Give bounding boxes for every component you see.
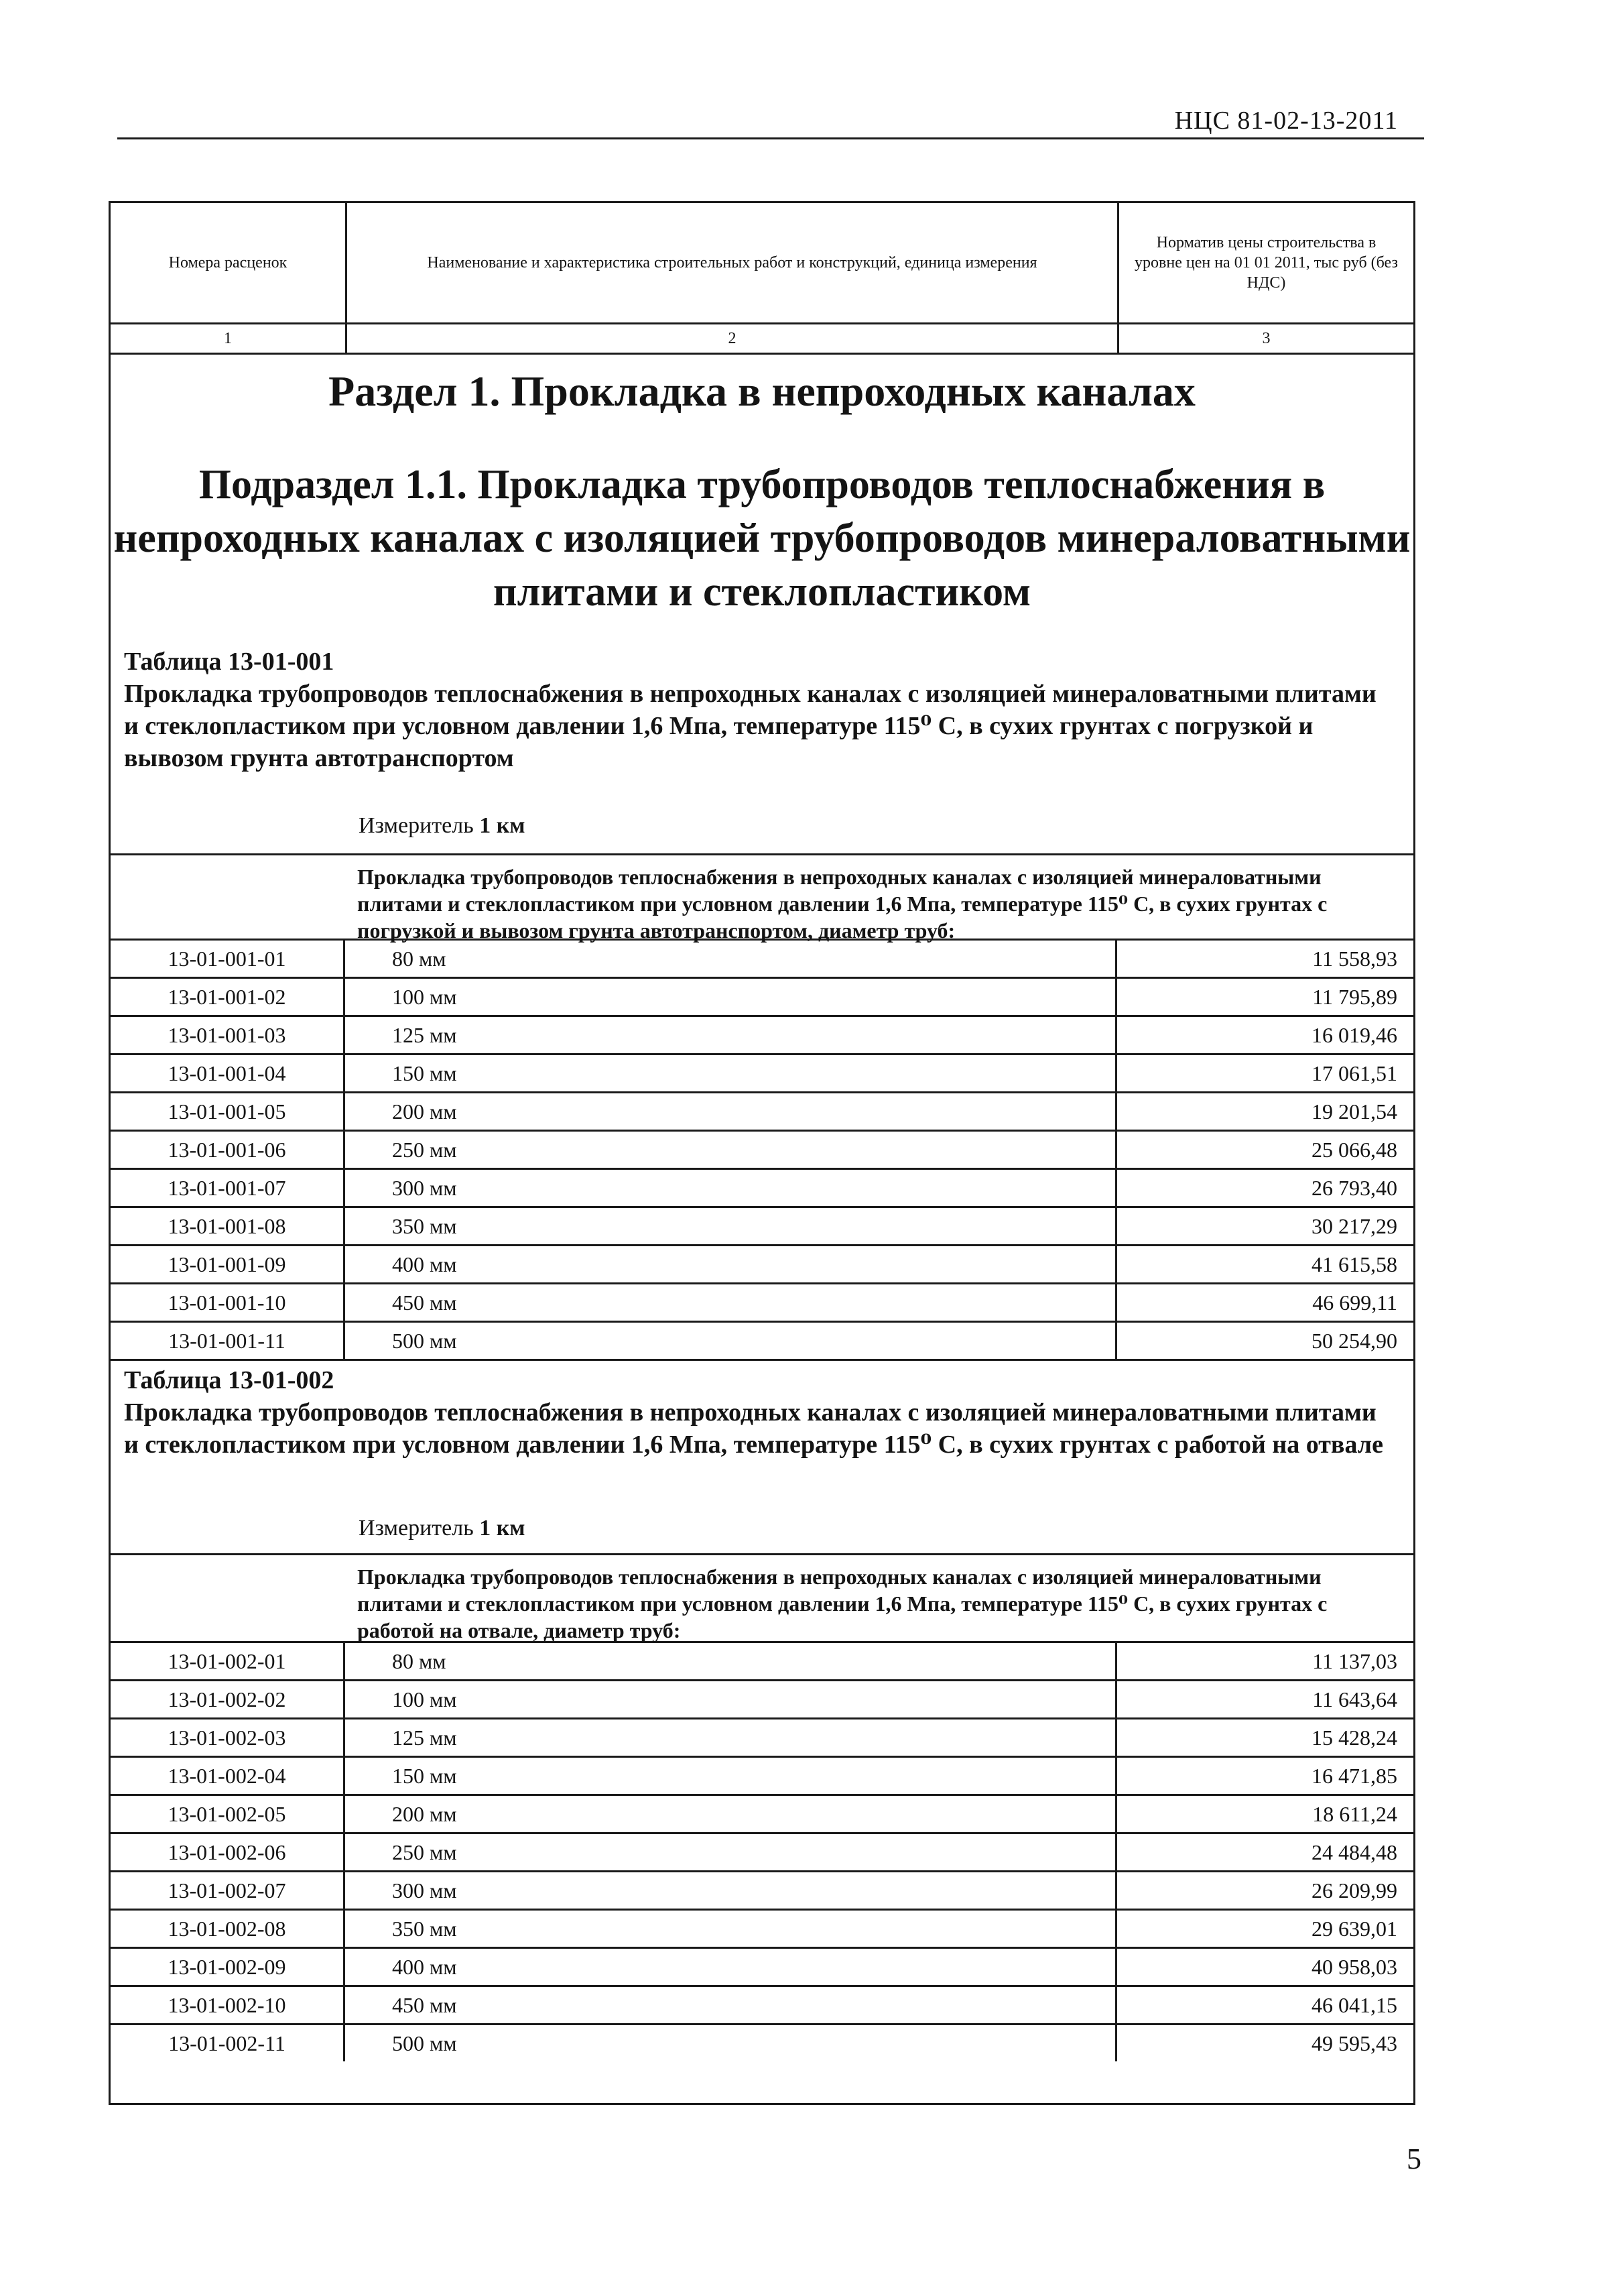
row-size: 150 мм <box>345 1758 1117 1794</box>
row-code: 13-01-001-08 <box>111 1208 345 1244</box>
table-row <box>111 939 1413 977</box>
table-row <box>111 1794 1413 1832</box>
row-price: 16 019,46 <box>1312 1023 1397 1047</box>
row-code: 13-01-002-09 <box>111 1949 345 1985</box>
table-title: Прокладка трубопроводов теплоснабжения в непроходных каналах с изоляцией минераловатными плитами и стеклопластиком при условном давлении 1,6 Мпа, температуре 115⁰ С, в сухих грунтах с погрузкой и вывозом грунта автотранспортом <box>124 680 1377 772</box>
column-number-3: 3 <box>1117 324 1413 353</box>
row-size: 350 мм <box>345 1911 1117 1947</box>
table-row <box>111 2023 1413 2061</box>
row-price: 25 066,48 <box>1312 1138 1397 1162</box>
row-size: 400 мм <box>345 1949 1117 1985</box>
row-size: 100 мм <box>345 1681 1117 1717</box>
table-row <box>111 1985 1413 2023</box>
row-price: 40 958,03 <box>1312 1955 1397 1979</box>
price-table <box>111 1555 1413 2061</box>
row-code: 13-01-002-10 <box>111 1987 345 2023</box>
row-size: 80 мм <box>345 1643 1117 1679</box>
row-code: 13-01-001-06 <box>111 1132 345 1168</box>
row-code: 13-01-002-06 <box>111 1834 345 1870</box>
row-size: 300 мм <box>345 1170 1117 1206</box>
table-row <box>111 1244 1413 1282</box>
row-size: 125 мм <box>345 1017 1117 1053</box>
table-row <box>111 1756 1413 1794</box>
row-code: 13-01-002-01 <box>111 1643 345 1679</box>
row-code: 13-01-001-03 <box>111 1017 345 1053</box>
row-size: 100 мм <box>345 979 1117 1015</box>
table-heading <box>124 1364 1397 1461</box>
table-row <box>111 1015 1413 1053</box>
row-size: 300 мм <box>345 1872 1117 1909</box>
meter-unit: 1 км <box>479 813 525 838</box>
row-price: 17 061,51 <box>1312 1061 1397 1085</box>
row-price: 26 793,40 <box>1312 1176 1397 1200</box>
subsection-title: Подраздел 1.1. Прокладка трубопроводов теплоснабжения в непроходных каналах с изоляцией трубопроводов минераловатными плитами и стеклопластиком <box>113 462 1411 615</box>
row-code: 13-01-001-01 <box>111 941 345 977</box>
column-number-2: 2 <box>345 324 1117 353</box>
row-code: 13-01-001-11 <box>111 1323 345 1359</box>
row-price: 18 611,24 <box>1312 1802 1397 1826</box>
row-size: 200 мм <box>345 1093 1117 1130</box>
table-row <box>111 1321 1413 1359</box>
row-code: 13-01-001-09 <box>111 1246 345 1282</box>
row-size: 250 мм <box>345 1834 1117 1870</box>
row-price: 29 639,01 <box>1312 1917 1397 1941</box>
row-price: 16 471,85 <box>1312 1764 1397 1788</box>
row-price: 50 254,90 <box>1312 1329 1397 1353</box>
meter-line <box>359 813 525 839</box>
column-header-description: Наименование и характеристика строительных работ и конструкций, единица измерения <box>345 203 1117 322</box>
meter-line <box>359 1516 525 1541</box>
column-number-1: 1 <box>224 330 232 347</box>
page-number: 5 <box>1407 2142 1421 2175</box>
row-price: 11 795,89 <box>1312 985 1397 1009</box>
row-price: 19 201,54 <box>1312 1099 1397 1124</box>
document-code: НЦС 81-02-13-2011 <box>1174 107 1398 135</box>
table-row <box>111 1870 1413 1909</box>
table-heading <box>124 646 1397 774</box>
column-header-price: Норматив цены строительства в уровне цен на 01 01 2011, тыс руб (без НДС) <box>1117 203 1413 322</box>
row-size: 450 мм <box>345 1284 1117 1321</box>
row-price: 11 137,03 <box>1312 1649 1397 1673</box>
table-row <box>111 1717 1413 1756</box>
table-number: Таблица 13-01-001 <box>124 648 334 676</box>
table-row <box>111 1206 1413 1244</box>
row-code: 13-01-002-02 <box>111 1681 345 1717</box>
table-row <box>111 977 1413 1015</box>
table-description-row <box>111 1555 1413 1641</box>
row-code: 13-01-001-07 <box>111 1170 345 1206</box>
meter-label: Измеритель <box>359 813 474 838</box>
row-code: 13-01-001-05 <box>111 1093 345 1130</box>
row-code: 13-01-001-02 <box>111 979 345 1015</box>
row-size: 250 мм <box>345 1132 1117 1168</box>
row-code: 13-01-002-08 <box>111 1911 345 1947</box>
header-rule <box>117 137 1424 139</box>
row-price: 26 209,99 <box>1312 1878 1397 1902</box>
row-price: 15 428,24 <box>1312 1726 1397 1750</box>
row-code: 13-01-001-10 <box>111 1284 345 1321</box>
row-price: 11 643,64 <box>1312 1687 1397 1711</box>
row-code: 13-01-002-04 <box>111 1758 345 1794</box>
meter-unit: 1 км <box>479 1516 525 1540</box>
table-row <box>111 1832 1413 1870</box>
table-title: Прокладка трубопроводов теплоснабжения в непроходных каналах с изоляцией минераловатными плитами и стеклопластиком при условном давлении 1,6 Мпа, температуре 115⁰ С, в сухих грунтах с работой на отвале <box>124 1398 1383 1459</box>
column-header-codes: Номера расценок <box>168 254 287 271</box>
document-table-frame <box>109 201 1415 2105</box>
row-code: 13-01-002-11 <box>111 2025 345 2061</box>
row-code: 13-01-002-07 <box>111 1872 345 1909</box>
table-rule <box>111 1359 1413 1361</box>
section-title: Раздел 1. Прокладка в непроходных каналах <box>328 367 1196 415</box>
table-row <box>111 1130 1413 1168</box>
row-size: 450 мм <box>345 1987 1117 2023</box>
table-description: Прокладка трубопроводов теплоснабжения в непроходных каналах с изоляцией минераловатными плитами и стеклопластиком при условном давлении 1,6 Мпа, температуре 115⁰ С, в сухих грунтах с погрузкой и вывозом грунта автотранспортом, диаметр труб: <box>357 865 1328 943</box>
row-code: 13-01-002-03 <box>111 1719 345 1756</box>
row-price: 41 615,58 <box>1312 1252 1397 1276</box>
table-row <box>111 1909 1413 1947</box>
table-row <box>111 1053 1413 1091</box>
table-row <box>111 1641 1413 1679</box>
price-table <box>111 855 1413 1359</box>
meter-label: Измеритель <box>359 1516 474 1540</box>
row-price: 46 041,15 <box>1312 1993 1397 2017</box>
row-price: 24 484,48 <box>1312 1840 1397 1864</box>
row-code: 13-01-001-04 <box>111 1055 345 1091</box>
table-row <box>111 1947 1413 1985</box>
row-size: 400 мм <box>345 1246 1117 1282</box>
row-size: 350 мм <box>345 1208 1117 1244</box>
row-size: 80 мм <box>345 941 1117 977</box>
row-size: 150 мм <box>345 1055 1117 1091</box>
table-row <box>111 1282 1413 1321</box>
table-description-row <box>111 855 1413 943</box>
column-header <box>111 203 1413 324</box>
row-size: 500 мм <box>345 1323 1117 1359</box>
table-row <box>111 1091 1413 1130</box>
row-code: 13-01-002-05 <box>111 1796 345 1832</box>
row-price: 46 699,11 <box>1312 1290 1397 1315</box>
table-number: Таблица 13-01-002 <box>124 1366 334 1394</box>
row-price: 30 217,29 <box>1312 1214 1397 1238</box>
row-size: 500 мм <box>345 2025 1117 2061</box>
row-size: 125 мм <box>345 1719 1117 1756</box>
table-row <box>111 1168 1413 1206</box>
row-price: 11 558,93 <box>1312 947 1397 971</box>
table-row <box>111 1679 1413 1717</box>
column-numbers <box>111 324 1413 355</box>
table-description: Прокладка трубопроводов теплоснабжения в непроходных каналах с изоляцией минераловатными плитами и стеклопластиком при условном давлении 1,6 Мпа, температуре 115⁰ С, в сухих грунтах с работой на отвале, диаметр труб: <box>357 1565 1328 1642</box>
row-size: 200 мм <box>345 1796 1117 1832</box>
row-price: 49 595,43 <box>1312 2031 1397 2055</box>
